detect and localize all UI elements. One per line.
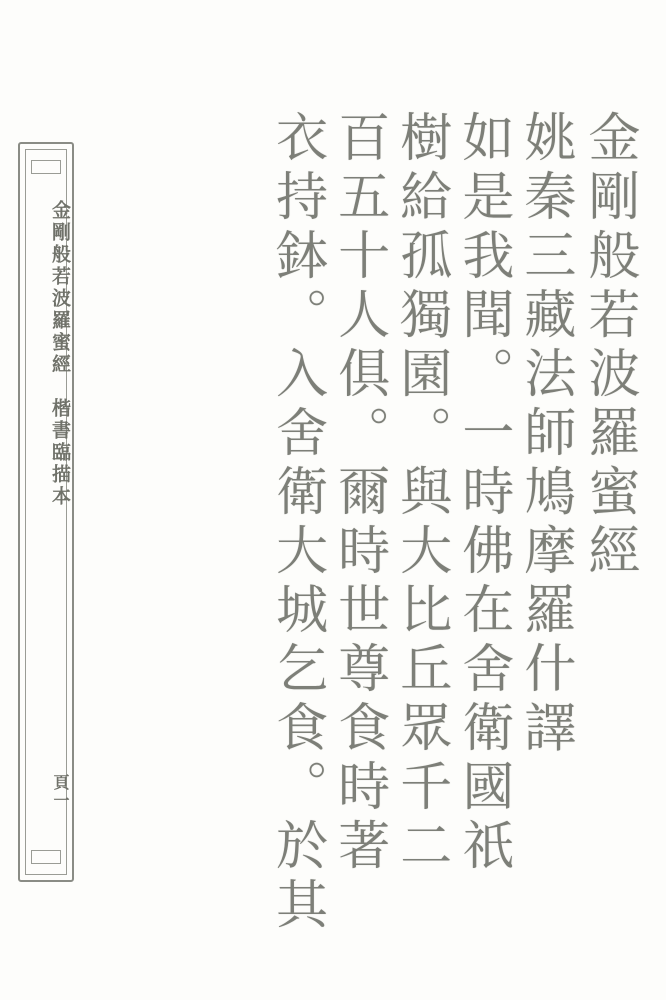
text-column: 如是我聞。一時佛在舍衛國祇: [452, 110, 513, 877]
text-column: 百五十人俱。爾時世尊食時著: [328, 110, 389, 877]
text-column: 姚秦三藏法師鳩摩羅什譯: [514, 110, 575, 759]
text-column: 樹給孤獨園。與大比丘眾千二: [390, 110, 451, 877]
spine-cap-bottom: [31, 850, 61, 864]
text-column: 金剛般若波羅蜜經: [579, 110, 639, 582]
text-column: 衣持鉢。入舍衛大城乞食。於其: [266, 110, 327, 936]
spine-cap-top: [31, 160, 61, 174]
spine-label-panel: [18, 142, 74, 882]
page-number: 頁一: [51, 774, 70, 810]
spine-title: 金剛般若波羅蜜經 楷書臨描本: [49, 200, 71, 508]
sutra-text-body: [90, 110, 639, 936]
